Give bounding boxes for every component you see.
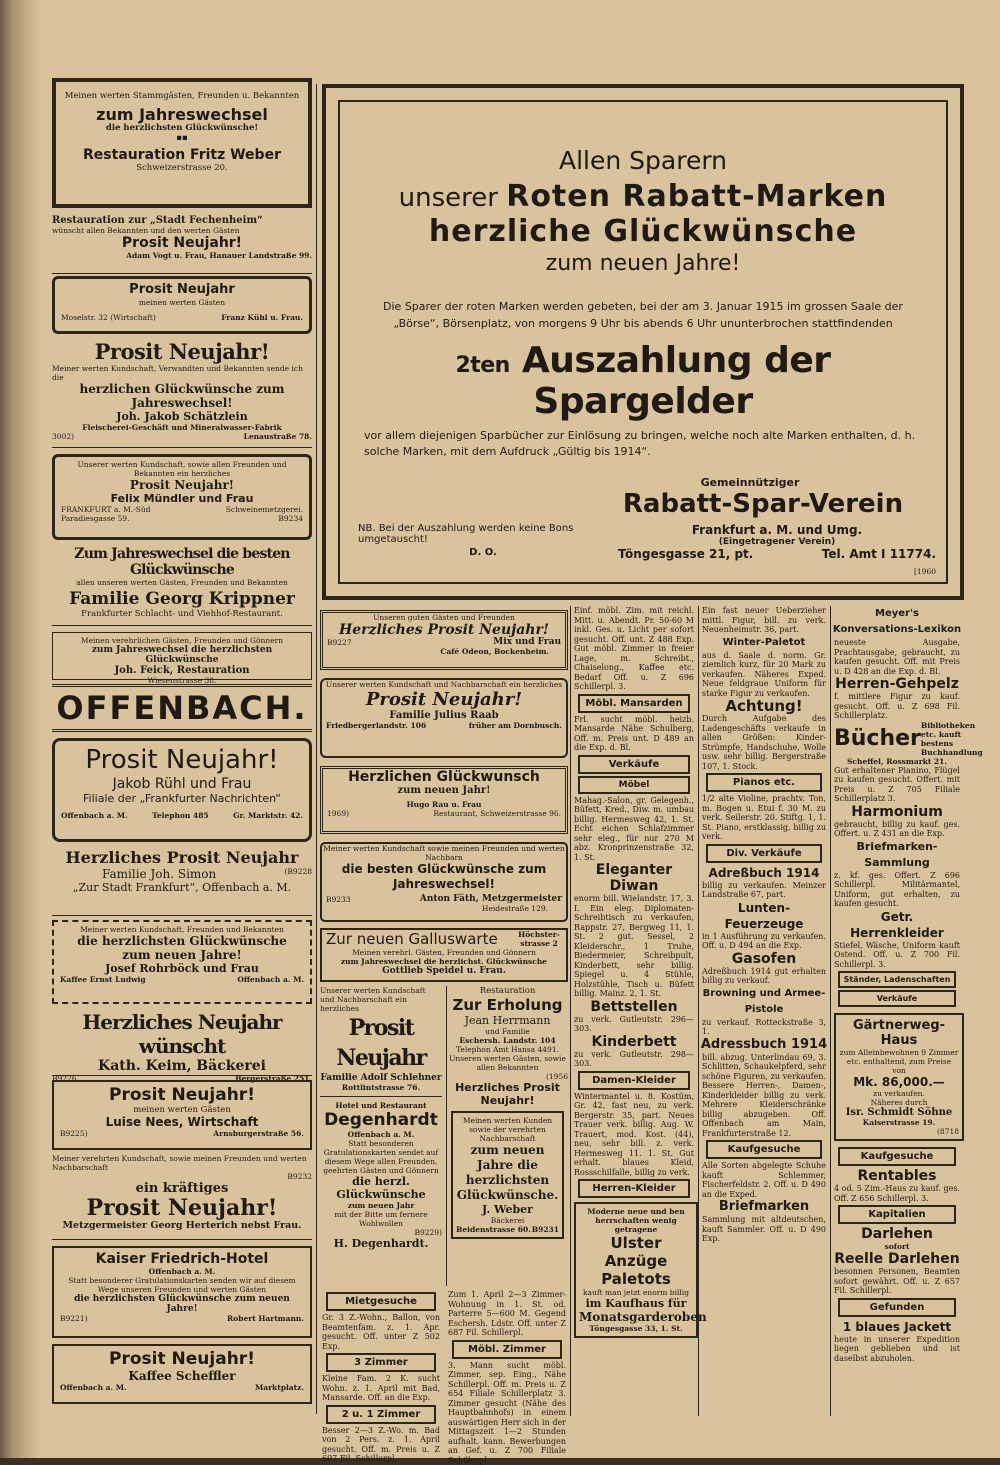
classified-header: Gefunden xyxy=(838,1298,956,1317)
banner-line: zum neuen Jahre! xyxy=(545,251,741,276)
ad-name: Familie Adolf Schlehner xyxy=(320,1073,442,1083)
banner-line: unserer xyxy=(398,183,498,213)
ad-prefix: Hotel und Restaurant xyxy=(335,1101,427,1110)
ad-headline: Kaiser Friedrich-Hotel xyxy=(95,1251,269,1267)
ad-address: Moselstr. 32 (Wirtschaft) xyxy=(61,313,156,322)
classified-header: Meyer's Konversations-Lexikon xyxy=(832,608,962,635)
ad-address: Schweizerstrasse 20. xyxy=(136,163,228,173)
banner-nb: NB. Bei der Auszahlung werden keine Bons umgetauscht! xyxy=(358,523,574,545)
classified-header: Briefmarken-Sammlung xyxy=(856,839,938,869)
ad-name: Hugo Rau u. Frau xyxy=(406,800,482,809)
banner-address: Töngesgasse 21, pt. xyxy=(618,547,754,561)
ad-intro: Unseren werten Gästen, sowie allen Bekannten xyxy=(449,1054,566,1072)
classified-header: 1 blaues Jackett xyxy=(842,1319,952,1334)
left-advert-column xyxy=(52,78,312,1408)
ad-city: Offenbach a. M. xyxy=(148,1267,216,1276)
ad-headline: Degenhardt xyxy=(324,1110,438,1130)
ad-street: Arnsburgerstraße 56. xyxy=(213,1129,304,1138)
ad-intro: Meiner werten Kundschaft, Freunden und Bekannten xyxy=(80,925,284,934)
ad-headline: Prosit Neujahr xyxy=(129,282,235,297)
ad-name: Mix und Frau xyxy=(493,637,561,647)
banner-org-prefix: Gemeinnütziger xyxy=(700,476,800,489)
ad-name: Luise Nees, Wirtschaft xyxy=(105,1115,259,1129)
classified-header: Herren-Gehpelz xyxy=(835,676,959,692)
ad-address: Kaiserstrasse 19. xyxy=(862,1118,936,1127)
ad-address: Scheffel, Rossmarkt 21. xyxy=(847,756,947,766)
ad-footer: Adam Vogt u. Frau, Hanauer Landstraße 99. xyxy=(126,251,312,260)
ad-trade: Schweinemetzgerei. xyxy=(225,505,303,514)
ad-headline: Herzliches Neujahr wünscht xyxy=(82,1010,282,1058)
ad-street: Heidestraße 129. xyxy=(481,904,548,913)
ad-city: Offenbach a. M. xyxy=(347,1130,415,1139)
column-divider xyxy=(830,606,831,1416)
classified-header: Div. Verkäufe xyxy=(706,844,822,863)
ad-line: Filiale der „Frankfurter Nachrichten“ xyxy=(83,792,281,805)
classified-header: Darlehen xyxy=(861,1226,933,1242)
ad-street: Paradiesgasse 59. xyxy=(61,514,130,523)
page-fold-shadow xyxy=(0,0,40,1458)
ad-fritz-weber xyxy=(52,78,312,208)
classified-header: Harmonium xyxy=(851,803,943,820)
ad-erholung xyxy=(446,986,568,1286)
ad-line: Bibliotheken etc. kauft bestens Buchhandlung xyxy=(920,720,983,757)
banner-city: Frankfurt a. M. und Umg. xyxy=(691,523,863,537)
ad-headline: Prosit Neujahr! xyxy=(94,339,270,364)
ad-line: meinen werten Gästen xyxy=(133,1105,231,1115)
ad-phone: Telephon Amt Hansa 4491. xyxy=(455,1045,559,1054)
ad-name: Josef Rohrböck und Frau xyxy=(105,962,259,975)
ad-line: zum neuen Jahre! xyxy=(122,948,242,962)
ad-note: mit der Bitte um fernere Wohlwollen xyxy=(334,1210,428,1228)
ad-schlehner xyxy=(320,986,442,1286)
banner-signature: D. O. xyxy=(469,547,497,558)
ad-code: B9229) xyxy=(414,1228,442,1237)
ad-street: Beidenstrasse 60. xyxy=(456,1225,531,1234)
ad-street: Marktplatz. xyxy=(254,1383,304,1392)
ad-muendler xyxy=(52,454,312,540)
ad-city: Offenbach a. M. xyxy=(237,975,304,984)
classified-header: Bettstellen xyxy=(590,998,678,1015)
ad-simon xyxy=(52,848,312,916)
ad-raab xyxy=(320,678,568,758)
ad-ruehl xyxy=(52,738,312,842)
ad-code: 1969) xyxy=(327,809,350,818)
column-classifieds-3: Meyer's Konversations-Lexikon neueste Ausgabe, Prachtausgabe, gebraucht, zu kaufen gesucht. Off. mit Preis u. D 428 an die Exp. d. Bl. Herren-Gehpelz f. mittlere Figur zu kauf. gesucht. Off. u. Z 698 Fil. Schillerplatz. Bücher Bibliotheken etc. kauft bestens Buchhandlung Scheffel, Rossmarkt 21. Gut erhaltener Pianino, Flügel zu kaufen gesucht. Offert. mit Preis u. Z 705 Filiale Schillerplatz 3. Harmonium gebraucht, billig zu kauf. ges. Offert. u. Z 431 an die Exp. Briefmarken-Sammlung z. kf. ges. Offert. Z 696 Schillerpl. Militärmantel, Uniform, gut erhalten, zu kaufen gesucht. Getr. Herrenkleider Stiefel, Wäsche, Uniform kauft Ostend. Off. u. Z 700 Fil. Schillerpl. 3. Ständer, Ladenschaften Verkäufe Gärtnerweg- Haus zum Alleinbewohnen 9 Zimmer etc. enthaltend, zum Preise von Mk. 86,000.— zu verkaufen. Näheres durch Isr. Schmidt Söhne Kaiserstrasse 19. (8718 Kaufgesuche Rentables 4 od. 5 Zim.-Haus zu kauf. ges. Off. Z 656 Schillerpl. 3. Kapitalien Darlehen sofort Reelle Darlehen besonnen Personen, Beamten sofort gewährt. Off. u. Z 657 Fil. Schillerpl. Gefunden 1 blaues Jackett heute in unserer Expedition liegen geblieben und ist daselbst abzuholen. xyxy=(832,608,983,1363)
ad-price: Mk. 86,000.— xyxy=(853,1075,945,1089)
ad-intro: Unserer werten Kundschaft, sowie allen Freunden und Bekannten ein herzliches xyxy=(77,460,287,478)
classified-header: Achtung! xyxy=(725,697,803,715)
ad-headline: Prosit Neujahr! xyxy=(129,478,235,492)
ad-rau xyxy=(320,766,568,834)
classified-header: Gasofen xyxy=(731,950,797,967)
classified-header: Kinderbett xyxy=(591,1033,677,1050)
ad-name: J. Weber xyxy=(482,1203,533,1216)
ad-name: Felix Mündler und Frau xyxy=(110,492,254,505)
ad-name: Isr. Schmidt Söhne xyxy=(845,1107,953,1118)
classified-header: Browning und Armee-Pistole xyxy=(702,987,826,1015)
ad-headline: Herzliches Prosit Neujahr xyxy=(65,848,299,867)
ad-name: Familie Julius Raab xyxy=(389,710,499,721)
ad-street: Eschersh. Landstr. 104 xyxy=(459,1036,556,1045)
ad-headline: Prosit Neujahr! xyxy=(121,235,243,251)
ad-name: Jean Herrmann xyxy=(464,1014,551,1027)
ad-kaufhaus-monatsgarderoben xyxy=(574,1202,707,1338)
classified-header: Verkäufe xyxy=(578,755,690,774)
ad-franz-kuehl xyxy=(52,276,312,334)
rabatt-spar-verein-banner xyxy=(322,84,964,600)
ad-headline: Prosit Neujahr! xyxy=(365,689,523,710)
ad-trade: Bäckerei xyxy=(490,1216,525,1225)
ad-gaertnerweg-haus xyxy=(834,1013,964,1141)
ad-intro: Meiner werten Kundschaft sowie meinen Freunden und werten Nachbarn xyxy=(323,844,565,862)
ad-code: (8718 xyxy=(936,1127,959,1136)
banner-note xyxy=(340,523,608,561)
banner-highlight: Roten Rabatt-Marken xyxy=(506,179,888,214)
ad-code: B9234 xyxy=(278,514,303,523)
ad-herterich xyxy=(52,1154,312,1240)
ad-line: die herzlichsten Glückwünsche! xyxy=(105,123,259,133)
ad-trade: Fleischerei-Geschäft und Mineralwasser-Fabrik xyxy=(82,423,282,432)
ad-headline: zum neuen Jahre die herzlichsten Glückwünsche. xyxy=(456,1143,559,1202)
classified-header: 3 Zimmer xyxy=(326,1353,436,1372)
section-title: OFFENBACH. xyxy=(56,689,308,727)
ad-street: Wiesenstrasse 38. xyxy=(147,676,217,685)
banner-line: herzliche Glückwünsche xyxy=(428,214,858,249)
classified-header: Verkäufe xyxy=(838,990,956,1007)
ad-intro: Meinen werten Kunden sowie der verehrten Nachbarschaft xyxy=(462,1116,553,1143)
ad-headline: zum Jahreswechsel die herzlichsten Glückwünsche xyxy=(91,645,273,665)
ad-slogan: die herzl. Glückwünsche xyxy=(336,1175,426,1201)
ad-line: „Zur Stadt Frankfurt“, Offenbach a. M. xyxy=(72,881,292,894)
classified-header: Briefmarken xyxy=(718,1199,810,1214)
ad-intro: Meiner verehrten Kundschaft, sowie meinen Freunden und werten Nachbarschaft xyxy=(52,1154,307,1172)
ad-stadt-fechenheim xyxy=(52,216,312,274)
ad-scheffel xyxy=(832,720,983,757)
ad-line: zum neuen Jahr! xyxy=(397,785,491,796)
ad-headline: Prosit Neujahr! xyxy=(109,1085,255,1105)
ad-name: Familie Joh. Simon xyxy=(102,867,217,881)
ad-headline: Prosit Neujahr xyxy=(336,1015,426,1071)
banner-org-details xyxy=(608,523,946,561)
ad-scheffler xyxy=(52,1344,312,1404)
ad-intro: Unserer werten Kundschaft und Nachbarschaft ein herzliches xyxy=(325,680,563,689)
classified-header: Eleganter Diwan xyxy=(595,862,673,894)
ad-name: Robert Hartmann. xyxy=(227,1314,304,1323)
ad-name: Anton Fäth, Metzgermeister xyxy=(419,894,562,904)
ad-nees xyxy=(52,1080,312,1150)
classified-header: Damen-Kleider xyxy=(578,1071,690,1090)
banner-headline: Auszahlung der Spargelder xyxy=(521,340,831,422)
ad-name: Franz Kühl u. Frau. xyxy=(221,313,303,322)
ad-code: B9225) xyxy=(60,1129,88,1138)
ad-code: (1956 xyxy=(545,1072,568,1081)
classified-moebl-zimmer: Zum 1. April 2—3 Zimmer-Wohnung in 1. St. od. Parterre 5—600 M. Gegend Eschersh. Ldstr. Off. unter Z 687 Fil. Schillerpl. Möbl. Zimmer 3. Mann sucht möbl. Zimmer, sep. Eing., Nähe Schillerpl. Off. m. Preis u. Z 654 Filiale Schillerplatz 3. Zimmer gesucht (Nähe des Hauptbahnhofs) in einem auswärtigen Herr sich in der Mittagszeit 1—2 Stunden aufhalt. kann. Bewerbungen an Gef. u. Z 700 Filiale Schillerpl. xyxy=(448,1290,566,1465)
ad-slogan: Herzliches Prosit Neujahr! xyxy=(455,1081,560,1107)
classified-header: Lunten-Feuerzeuge xyxy=(724,900,804,931)
classified-subheader: sofort xyxy=(884,1242,910,1251)
classified-header: Möbl. Zimmer xyxy=(452,1340,562,1359)
classified-header: Adreßbuch 1914 xyxy=(708,865,820,880)
ad-name: Kath. Keim, Bäckerei xyxy=(98,1058,266,1074)
classified-header: Pianos etc. xyxy=(706,773,822,792)
ad-weber xyxy=(451,1111,564,1239)
ad-code: B9231 xyxy=(531,1225,559,1234)
ad-footer: Metzgermeister Georg Herterich nebst Frau. xyxy=(62,1220,302,1231)
ad-code: (B9228 xyxy=(284,867,312,876)
ad-footer: Frankfurter Schlacht- und Viehhof-Restaurant. xyxy=(81,609,283,619)
ad-name: Kaffee Scheffler xyxy=(128,1369,236,1383)
ad-street: Gr. Marktstr. 42. xyxy=(233,811,303,820)
classified-header: 2 u. 1 Zimmer xyxy=(326,1405,436,1424)
classified-header: Kaufgesuche xyxy=(706,1140,822,1159)
ad-intro: Meinen verehrl. Gästen, Freunden und Gönnern xyxy=(352,948,536,957)
column-classifieds-2: Ein fast neuer Ueberzieher mittl. Figur, bill. zu verk. Neuenheimstr. 36, part. Winter-Paletot aus d. Saale d. norm. Gr. ziemlich kurz, für 20 Mark zu verkaufen. Näheres Exped. Neue feldgraue Uniform für starke Figur zu verkaufen. Achtung! Durch Aufgabe des Ladengeschäfts verkaufe in allen Größen: Kinder-Strümpfe, Handschuhe, Wolle usw. sehr billig. Bergerstraße 107, 1. Stock. Pianos etc. 1/2 alte Violine, prachtv. Ton, m. Bogen u. Etui f. 30 M. zu verk. Seilerstr. 20. Stiftg. 1, 1. St. Piano, erstklassig, billig zu verk. Div. Verkäufe Adreßbuch 1914 billig zu verkaufen. Meinzer Landstraße 67, part. Lunten-Feuerzeuge in 1 Ausführung zu verkaufen. Off. u. D 494 an die Exp. Gasofen Adreßbuch 1914 gut erhalten billig zu verkauf. Browning und Armee-Pistole zu verkauf. Rotteckstraße 3, 1. Adressbuch 1914 bill. abzug. Unterlindau 69, 3. Schlitten, Schaukelpferd, sehr schöne Figuren, zu verkaufen. Bessere Herren-, Damen-, Kinderkleider billig zu verk. Mehrere Kleiderschränke billig abzugeben. Off. Offenbach am Main, Frankfurterstraße 12. Kaufgesuche Alle Sorten abgelegte Schuhe kauft Schlemmer, Fischerfeldstr. 2. Off. u. D 490 an die Exped. Briefmarken Sammlung mit altdeutschen, kauft Sammler. Off. u. D 490 Exp. xyxy=(700,606,828,1243)
ad-slogan: herzlichen Glückwünsche zum Jahreswechsel! xyxy=(79,382,285,410)
ad-item: Anzüge xyxy=(604,1252,668,1270)
banner-paragraph: Die Sparer der roten Marken werden gebeten, bei der am 3. Januar 1915 im grossen Saale der „Börse“, Börsenplatz, von morgens 9 Uhr bis abends 6 Uhr ununterbrochen stattfindenden xyxy=(383,300,903,330)
ad-code: B9227 xyxy=(327,638,352,647)
ad-name: Familie Georg Krippner xyxy=(69,589,295,609)
ad-intro: Statt besonderer Gratulationskarten senden wir auf diesem Wege unseren Freunden und werten Gästen xyxy=(68,1276,296,1294)
ad-headline: Gärtnerweg- xyxy=(852,1018,946,1033)
ad-line: im Kaufhaus für xyxy=(585,1297,687,1310)
column-divider xyxy=(316,84,317,1414)
banner-ordinal: 2ten xyxy=(455,353,510,378)
ad-place: Kaffee Ernst Ludwig xyxy=(60,975,146,984)
ad-headline: Herzliches Prosit Neujahr! xyxy=(339,622,549,638)
classified-header: Ständer, Ladenschaften xyxy=(838,971,956,988)
ad-headline: zum Jahreswechsel xyxy=(96,105,268,124)
ad-line: kauft man jetzt enorm billig xyxy=(582,1288,689,1297)
ad-code: B9226 xyxy=(52,1074,77,1083)
ad-phone: Telephon 485 xyxy=(152,811,209,820)
classified-mietgesuche: Mietgesuche Gr. 3 Z.-Wohn., Ballon, von Beamtenfam. z. 1. Apr. gesucht. Off. unter Z 502 Exp. 3 Zimmer Kleine Fam. 2 K. sucht Wohn. z. 1. April mit Bad, Mansarde. Off. an die Exp. 2 u. 1 Zimmer Besser 2—3 Z.-Wo. m. Bad von 2 Pers. z. 1. April gesucht. Off. m. Preis u. Z 697 Fil. Schillerpl. xyxy=(320,1290,442,1464)
ad-line: und Familie xyxy=(485,1027,530,1036)
ad-headline: Prosit Neujahr! xyxy=(85,745,279,775)
ad-name: Restauration Fritz Weber xyxy=(83,147,281,163)
ad-note: früher am Dornbusch. xyxy=(468,721,562,730)
ad-kaiser-friedrich xyxy=(52,1246,312,1338)
ad-intro: Meiner werten Kundschaft, Verwandten und Bekannten sende ich die xyxy=(52,364,303,382)
ad-headline: Zum Jahreswechsel die besten Glückwünsche xyxy=(74,546,290,578)
ad-line: zum neuen Jahr xyxy=(347,1201,415,1210)
ad-name: Joh. Jakob Schätzlein xyxy=(116,410,248,423)
ad-name: Gottlieb Speidel u. Frau. xyxy=(382,966,506,976)
column-divider xyxy=(698,606,699,1416)
ad-code: 3002) xyxy=(52,432,75,441)
ad-line: zu verkaufen. xyxy=(873,1089,925,1098)
ad-line: ein kräftiges xyxy=(135,1181,229,1196)
ad-feick xyxy=(52,632,312,685)
ad-intro: Meinen verehrlichen Gästen, Freunden und Gönnern xyxy=(80,636,284,645)
ad-city: Offenbach a. M. xyxy=(60,1383,127,1392)
ad-headline: Monatsgarderoben xyxy=(579,1310,707,1324)
ad-krippner xyxy=(52,546,312,626)
ad-line: zum Alleinbewohnen 9 Zimmer etc. enthaltend, zum Preise von xyxy=(839,1048,959,1075)
ad-name: H. Degenhardt. xyxy=(333,1237,429,1250)
banner-line: Allen Sparern xyxy=(558,146,728,175)
ad-schaetzlein xyxy=(52,340,312,448)
ad-prefix: Restauration xyxy=(479,986,536,996)
ad-intro: Unseren guten Gästen und Freunden xyxy=(373,613,515,622)
ad-headline: Haus xyxy=(880,1033,918,1048)
ad-galluswarte xyxy=(320,928,568,982)
ad-headline: Prosit Neujahr! xyxy=(109,1349,255,1369)
ad-code: B9233 xyxy=(326,895,351,904)
ad-rohrboeck xyxy=(52,920,312,1004)
ad-line: meinen werten Gästen xyxy=(138,298,226,307)
ad-place: Café Odeon, Bockenheim. xyxy=(440,647,549,656)
banner-org-name: Rabatt-Spar-Verein xyxy=(622,489,904,519)
ad-code: B9232 xyxy=(287,1172,312,1181)
classified-subheader: Möbel xyxy=(578,776,690,794)
banner-reg: (Eingetragener Verein) xyxy=(718,537,836,547)
ad-street: Lenaustraße 78. xyxy=(243,432,312,441)
classified-header: Kaufgesuche xyxy=(838,1147,956,1166)
ad-item: Paletots xyxy=(601,1270,671,1288)
banner-paragraph: vor allem diejenigen Sparbücher zur Einlösung zu bringen, welche noch alte Marken enthalten, d. h. solche Marken, mit dem Aufdruck „Gültig bis 1914“. xyxy=(364,429,916,458)
classified-header: Bücher xyxy=(834,725,921,751)
classified-header: Kapitalien xyxy=(838,1205,956,1224)
ad-street: Rottlintstrasse 76. xyxy=(341,1083,421,1092)
ad-line: wünscht allen Bekannten und den werten Gästen xyxy=(52,226,240,235)
ad-keim xyxy=(52,1010,312,1083)
ad-name: Jakob Rühl und Frau xyxy=(112,776,252,792)
banner-code: [1960 xyxy=(913,567,936,576)
ad-code: B9221) xyxy=(60,1314,88,1323)
ad-faeth xyxy=(320,842,568,922)
ad-intro: Statt besonderen Gratulationskarten sendet auf diesem Wege allen Freunden, geehrten Gästen und Gönnern xyxy=(323,1139,439,1175)
ad-line: allen unseren werten Gästen, Freunden und Bekannten xyxy=(76,578,288,587)
ad-slogan: zum Jahreswechsel die herzlichst. Glückwünsche xyxy=(340,957,548,966)
ad-address: Höchster-strasse 2 xyxy=(518,930,560,948)
ad-place: Restaurant, Schweizerstrasse 96. xyxy=(433,809,561,818)
ad-headline: Zur neuen Galluswarte xyxy=(326,930,498,948)
ad-headline: Herzlichen Glückwunsch xyxy=(348,769,540,785)
ad-headline: Prosit Neujahr! xyxy=(86,1195,278,1221)
ad-separator: ▪▪ xyxy=(176,133,188,143)
ad-address: Friedbergerlandstr. 106 xyxy=(326,721,427,730)
classified-header: Reelle Darlehen xyxy=(834,1251,960,1267)
classified-header: Herren-Kleider xyxy=(578,1179,690,1198)
ad-city: Offenbach a. M. xyxy=(61,811,128,820)
ad-slogan: die herzlichsten Glückwünsche zum neuen Jahre! xyxy=(74,1294,290,1314)
column-classifieds-1: Einf. möbl. Zim. mit reichl. Mitt. u. Abendt. Pr. 50-60 M inkl. Ges. u. Licht per sofort gesucht. Off. unt. Z 488 Exp. Gut möbl. Zimmer in freier Lage, m. Schreibt., Chaiselong., Kaffee etc. Bedarf Off. u. Z 696 Schillerpl. 3. Möbl. Mansarden Frl. sucht möbl. heizb. Mansarde Nähe Schulberg, Off. m. Preis unt. D 489 an die Exp. d. Bl. Verkäufe Möbel Mahag.-Salon, gr. Gelegenh., Büfett, Kred., Diw. m. umbau billig. Hermesweg 42, 1. St. Echt eichen Schlafzimmer sehr eleg., für nur 270 M abz. Kronprinzenstraße 32, 1. St. Eleganter Diwan enorm bill. Wielandstr. 17, 3. I. Ein eleg. Diplomaten-Schreibtisch zu verkaufen, Rappstr. 27, Bergweg 11, 1. St. 2 gut. Sessel, 2 Kleiderschr., 1 Truhe, Biedermeier, Schreibpult, Kinderbett, sehr billig. Spiegel u. 4 Stühle, Holzstühle, Tisch u. Büfett billig. Mainz. 2, 1. St. Bettstellen zu verk. Gutleutstr. 296—303. Kinderbett zu verk. Gutleutstr. 298—303. Damen-Kleider Wintermantel u. 8. Kostüm, Gr. 42, fast neu, zu verk. Bergerstr. 35, part. Neues Trauer verk. billig. Aug. W. Trauert, mod. Kost. (44), neu, sehr bill. z. verk. Hermesweg 11. 1. St. Gut erhalt. blaues Kleid, Rossschilfalle, billig zu verk. Herren-Kleider Moderne neue und ben herrschaften wenig getragene Ulster Anzüge Paletots kauft man jetzt enorm billig im Kaufhaus für Monatsgarderoben Töngesgasse 33, 1. St. xyxy=(572,606,696,1416)
ad-intro: Moderne neue und ben herrschaften wenig getragene xyxy=(587,1207,685,1234)
ad-mix xyxy=(320,610,568,670)
classified-header: Adressbuch 1914 xyxy=(700,1036,828,1052)
column-greetings xyxy=(320,606,568,1465)
classified-header: Rentables xyxy=(857,1168,937,1184)
ad-headline: die herzlichsten Glückwünsche xyxy=(77,934,287,948)
banner-telephone: Tel. Amt I 11774. xyxy=(821,547,936,561)
ad-headline: die besten Glückwünsche zum Jahreswechsel! xyxy=(341,862,547,891)
ad-item: Ulster xyxy=(610,1234,662,1252)
ad-name: Joh. Feick, Restauration xyxy=(114,665,250,676)
ad-headline: Zur Erholung xyxy=(452,996,563,1014)
classified-header: Getr. Herrenkleider xyxy=(850,909,944,940)
column-divider xyxy=(570,606,571,1416)
classified-header: Mietgesuche xyxy=(326,1292,436,1311)
ad-city: FRANKFURT a. M.-Süd xyxy=(61,505,151,514)
ad-line: Restauration zur „Stadt Fechenheim“ xyxy=(52,215,263,226)
classified-header: Winter-Paletot xyxy=(722,636,806,648)
ad-line: Näheres durch xyxy=(870,1098,928,1107)
ad-intro: Meinen werten Stammgästen, Freunden u. Bekannten xyxy=(64,91,300,101)
classified-header: Möbl. Mansarden xyxy=(578,694,690,713)
ad-address: Töngesgasse 33, 1. St. xyxy=(589,1324,683,1333)
ad-intro: Unserer werten Kundschaft und Nachbarschaft ein herzliches xyxy=(320,986,426,1013)
section-offenbach xyxy=(52,684,312,732)
ad-street: Bergerstraße 251. xyxy=(235,1074,312,1083)
